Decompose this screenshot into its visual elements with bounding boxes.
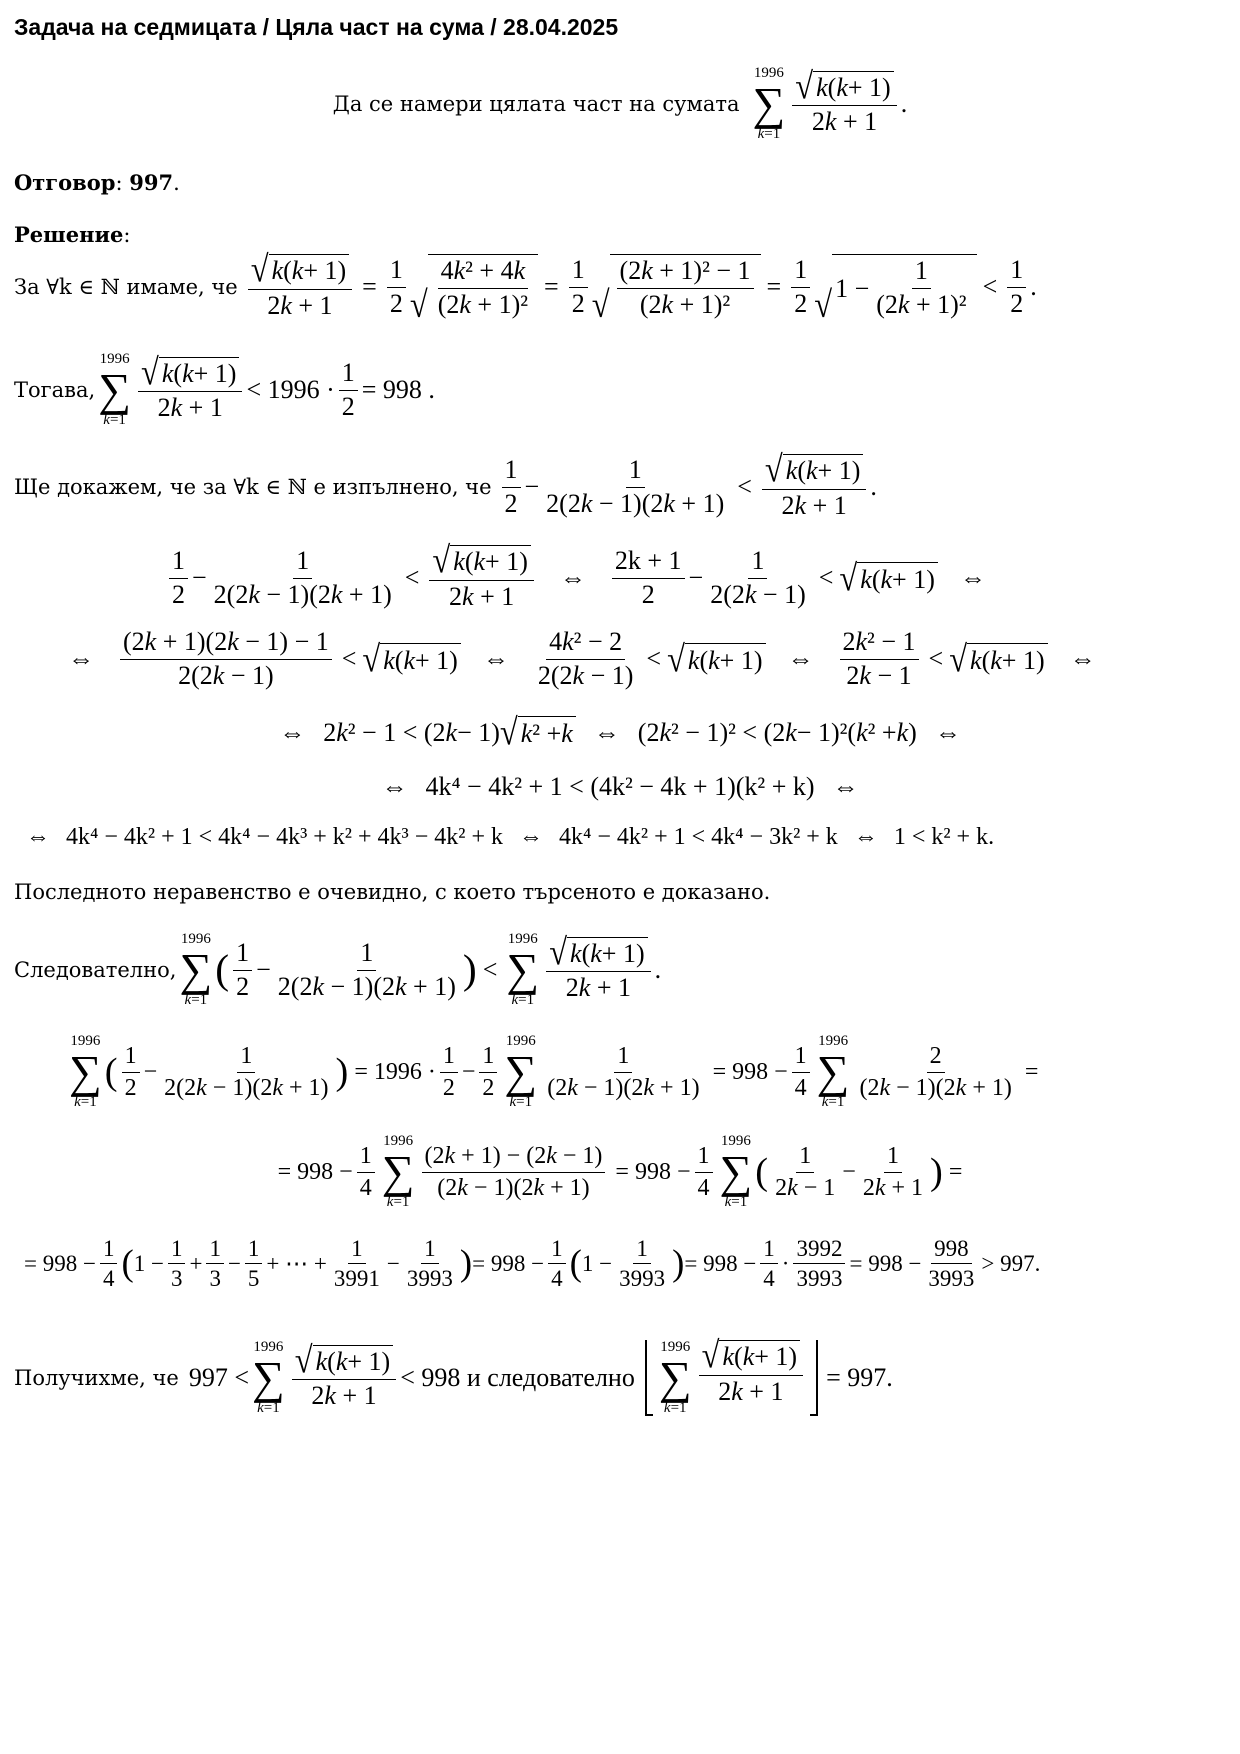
step-2-intro: Тогава, xyxy=(14,378,96,402)
equiv-line-5: ⇔ 4k⁴ − 4k² + 1 < 4k⁴ − 4k³ + k² + 4k³ − 4k² + k ⇔ 4k⁴ − 4k² + 1 < 4k⁴ − 3k² + k ⇔ 1 < k² + k. xyxy=(26,824,995,850)
answer-value: 997 xyxy=(129,170,174,195)
step-3-intro: Ще докажем, че за ∀k ∈ ℕ е изпълнено, че xyxy=(14,475,492,500)
solution-heading: Решение : xyxy=(14,222,131,247)
floor-brackets: 1996 ∑ k=1 √ k ( k + 1) 2k + 1 xyxy=(645,1340,818,1416)
step-2 xyxy=(14,352,435,428)
equiv-line-2: ⇔ $\frac{(2k + 1)(2k - 1) - 1}{2(2k - 1)}$ < √ k ( k + 1) ⇔ $\frac{\text{4k² − 2}}{2(2k - 1)}$ < √ k ( k + 1) ⇔ $\frac{\text{2k² − 1}}{2k - 1}$ < √ k ( k + 1) ⇔ xyxy=(68,627,1096,690)
obvious-note: Последното неравенство е очевидно, с което търсеното е доказано. xyxy=(14,880,771,904)
final-formula: 997 < 1996 ∑ k=1 √ k ( k + 1) 2k + 1 < 998 и следователно 1996 ∑ k=1 √ k ( k + 1) 2k + 1 = 997. xyxy=(188,1335,893,1416)
step-3 xyxy=(14,449,877,520)
equiv-line-1: $\frac{1}{2}$ − $\frac{1}{2(2k - 1)(2k + 1)}$ < √ k ( k + 1) 2k + 1 ⇔ $\frac{2k + 1}{2}$ − $\frac{1}{2(2k - 1)}$ < √ k ( k + 1) ⇔ xyxy=(165,545,992,611)
equiv-line-4: ⇔ 4k⁴ − 4k² + 1 < (4k² − 4k + 1)(k² + k) ⇔ xyxy=(381,772,859,801)
step-2-formula: 1996 ∑ k=1 √ k ( k + 1) 2k + 1 < 1996 · $\frac{1}{2}$ = 998 . xyxy=(98,351,435,428)
step-4: Следователно, 1996 ∑ k=1 ( $\frac{1}{2}$ − $\frac{1}{2(2k - 1)(2k + 1)}$ ) < 1996 ∑ k=1 √ k ( k + 1) 2k + 1 . xyxy=(14,931,662,1008)
step-1 xyxy=(14,249,1037,327)
problem-text: Да се намери цялата част на сумата xyxy=(332,92,740,116)
final-line: Получихме, че 997 < 1996 ∑ k=1 √ k ( k + 1) 2k + 1 < 998 и следователно 1996 ∑ k=1 √ k ( k + 1) 2k + 1 = 997. xyxy=(14,1335,893,1416)
calc-line-2: = 998 − $\frac{1}{4}$ 1996 ∑ k=1 $\frac{(2k + 1) - (2k - 1)}{(2k - 1)(2k + 1)}$ = 998 − $\frac{1}{4}$ 1996 ∑ k=1 ( $\frac{1}{2k - 1}$ − $\frac{1}{2k + 1}$ ) = xyxy=(277,1133,963,1210)
calc-line-1: 1996 ∑ k=1 ( $\frac{1}{2}$ − $\frac{1}{2(2k - 1)(2k + 1)}$ ) = 1996 · $\frac{1}{2}$ − $\frac{1}{2}$ 1996 ∑ k=1 $\frac{1}{(2k - 1)(2k + 1)}$ = 998 − $\frac{1}{4}$ 1996 ∑ k=1 $\frac{2}{(2k - 1)(2k + 1)}$ = xyxy=(69,1033,1039,1110)
step-1-formula: √ k ( k + 1) 2k + 1 = $\frac{1}{2}$ √ $\frac{\text{4k² + 4k}}{\text{(2k + 1)²}}$ = $\frac{1}{2}$ √ $\frac{\text{(2k + 1)² − 1}}{\text{(2k + 1)²}}$ = $\frac{1}{2}$ √ 1 − $\frac{1}{\text{(2k + 1)²}}$ < $\frac{1}{2}$ . xyxy=(244,254,1037,320)
answer-label: Отговор xyxy=(14,170,116,195)
step-1-intro: За ∀k ∈ ℕ имаме, че xyxy=(14,275,238,300)
equiv-line-3: ⇔ 2 k ² − 1 < (2 k − 1) √ k ² + k ⇔ (2 k ² − 1)² < (2 k − 1)²( k ² + k ) ⇔ xyxy=(279,711,961,754)
step-3-formula: $\frac{1}{2}$ − $\frac{1}{2(2k - 1)(2k + 1)}$ < √ k ( k + 1) 2k + 1 . xyxy=(498,454,877,520)
answer-line: Отговор : 997 . xyxy=(14,170,180,195)
problem-statement xyxy=(0,66,1240,142)
page-title: Задача на седмицата / Цяла част на сума / 28.04.2025 xyxy=(14,14,619,40)
problem-sum: 1996 ∑ k=1 √ k ( k + 1) 2k + 1 . xyxy=(752,65,908,142)
calc-line-3: = 998 − $\frac{1}{4}$ ( 1 − $\frac{1}{3}$ + $\frac{1}{3}$ − $\frac{1}{5}$ + ⋯ + $\frac{1}{3991}$ − $\frac{1}{3993}$ ) = 998 − $\frac{1}{4}$ ( 1 − $\frac{1}{3993}$ ) = 998 − $\frac{1}{4}$ · $\frac{3992}{3993}$ = 998 − $\frac{998}{3993}$ > 997. xyxy=(24,1236,1041,1292)
step-4-formula: 1996 ∑ k=1 ( $\frac{1}{2}$ − $\frac{1}{2(2k - 1)(2k + 1)}$ ) < 1996 ∑ k=1 √ k ( k + 1) 2k + 1 . xyxy=(179,931,662,1008)
